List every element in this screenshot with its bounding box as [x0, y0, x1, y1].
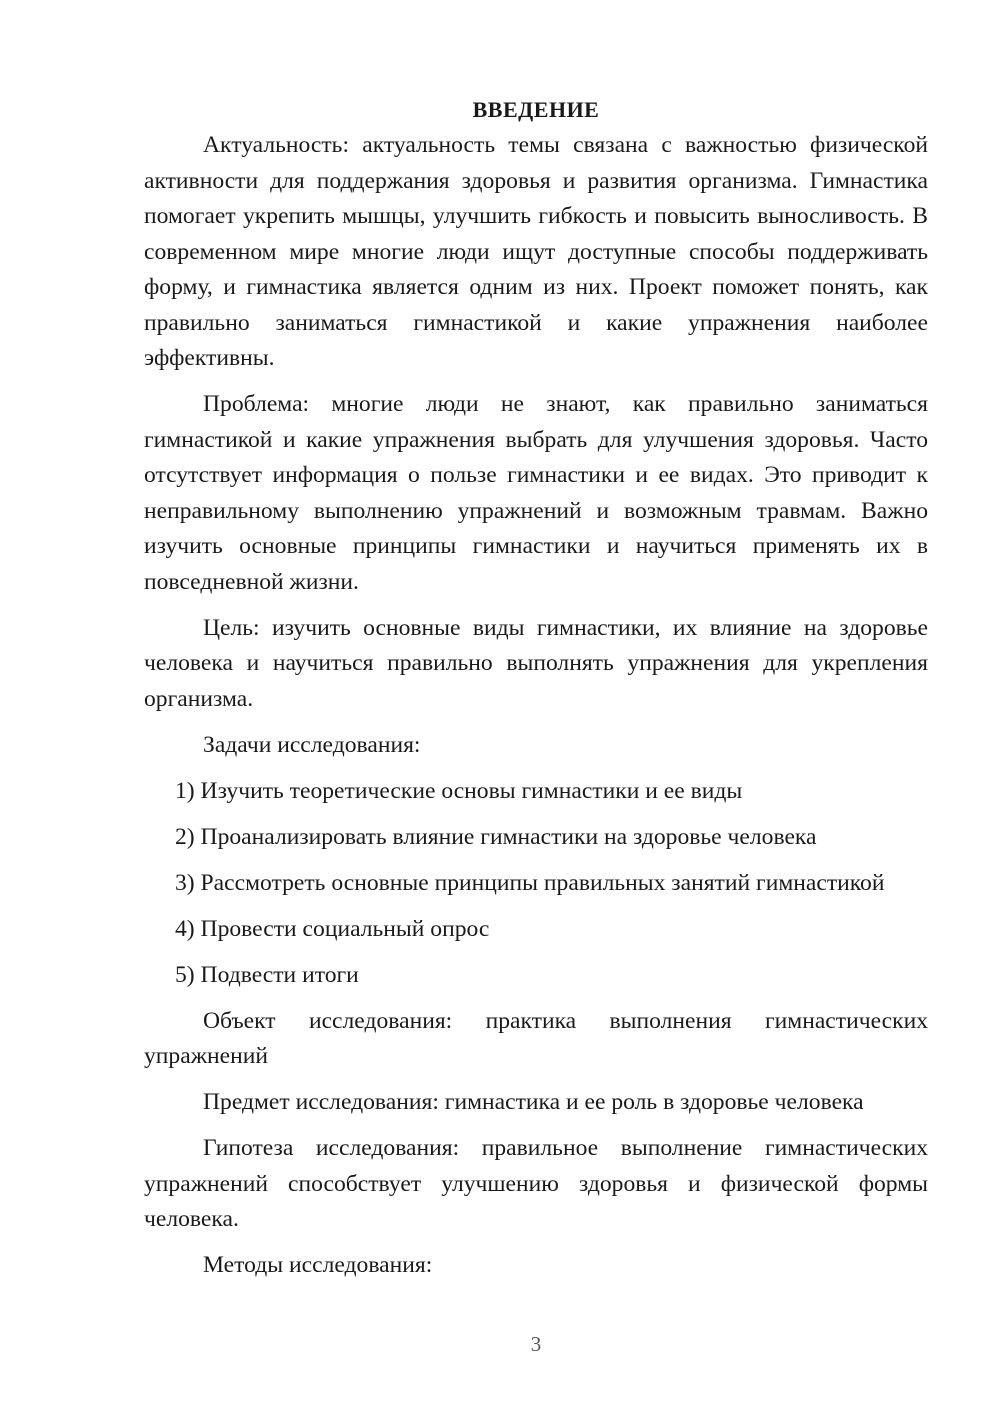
task-item: 5) Подвести итоги	[175, 961, 359, 988]
hypothesis-paragraph: Гипотеза исследования: правильное выполнение гимнастических упражнений способствует улучшению здоровья и физической формы человека.	[144, 1135, 928, 1232]
section-title: ВВЕДЕНИЕ	[472, 97, 600, 122]
problem-paragraph: Проблема: многие люди не знают, как правильно заниматься гимнастикой и какие упражнения выбрать для улучшения здоровья. Часто отсутствует информация о пользе гимнастики и ее видах. Это приводит к неправильному выполнению упражнений и возможным травмам. Важно изучить основные принципы гимнастики и научиться применять их в повседневной жизни.	[144, 391, 928, 595]
page-number: 3	[530, 1332, 542, 1356]
task-item: 3) Рассмотреть основные принципы правильных занятий гимнастикой	[175, 869, 885, 896]
methods-heading: Методы исследования:	[203, 1252, 433, 1278]
goal-paragraph: Цель: изучить основные виды гимнастики, их влияние на здоровье человека и научиться правильно выполнять упражнения для укрепления организма.	[144, 614, 928, 712]
object-paragraph: Объект исследования: практика выполнения гимнастических упражнений	[144, 1007, 928, 1069]
task-item: 4) Провести социальный опрос	[175, 915, 490, 942]
subject-paragraph: Предмет исследования: гимнастика и ее роль в здоровье человека	[203, 1089, 864, 1115]
relevance-paragraph: Актуальность: актуальность темы связана с важностью физической активности для поддержания здоровья и развития организма. Гимнастика помогает укрепить мышцы, улучшить гибкость и повысить выносливость. В современном мире многие люди ищут доступные способы поддерживать форму, и гимнастика является одним из них. Проект поможет понять, как правильно заниматься гимнастикой и какие упражнения наиболее эффективны.	[144, 132, 928, 371]
task-item: 1) Изучить теоретические основы гимнастики и ее виды	[175, 777, 743, 804]
document-page	[144, 92, 928, 1294]
tasks-heading: Задачи исследования:	[203, 731, 421, 758]
task-item: 2) Проанализировать влияние гимнастики на здоровье человека	[175, 823, 817, 850]
